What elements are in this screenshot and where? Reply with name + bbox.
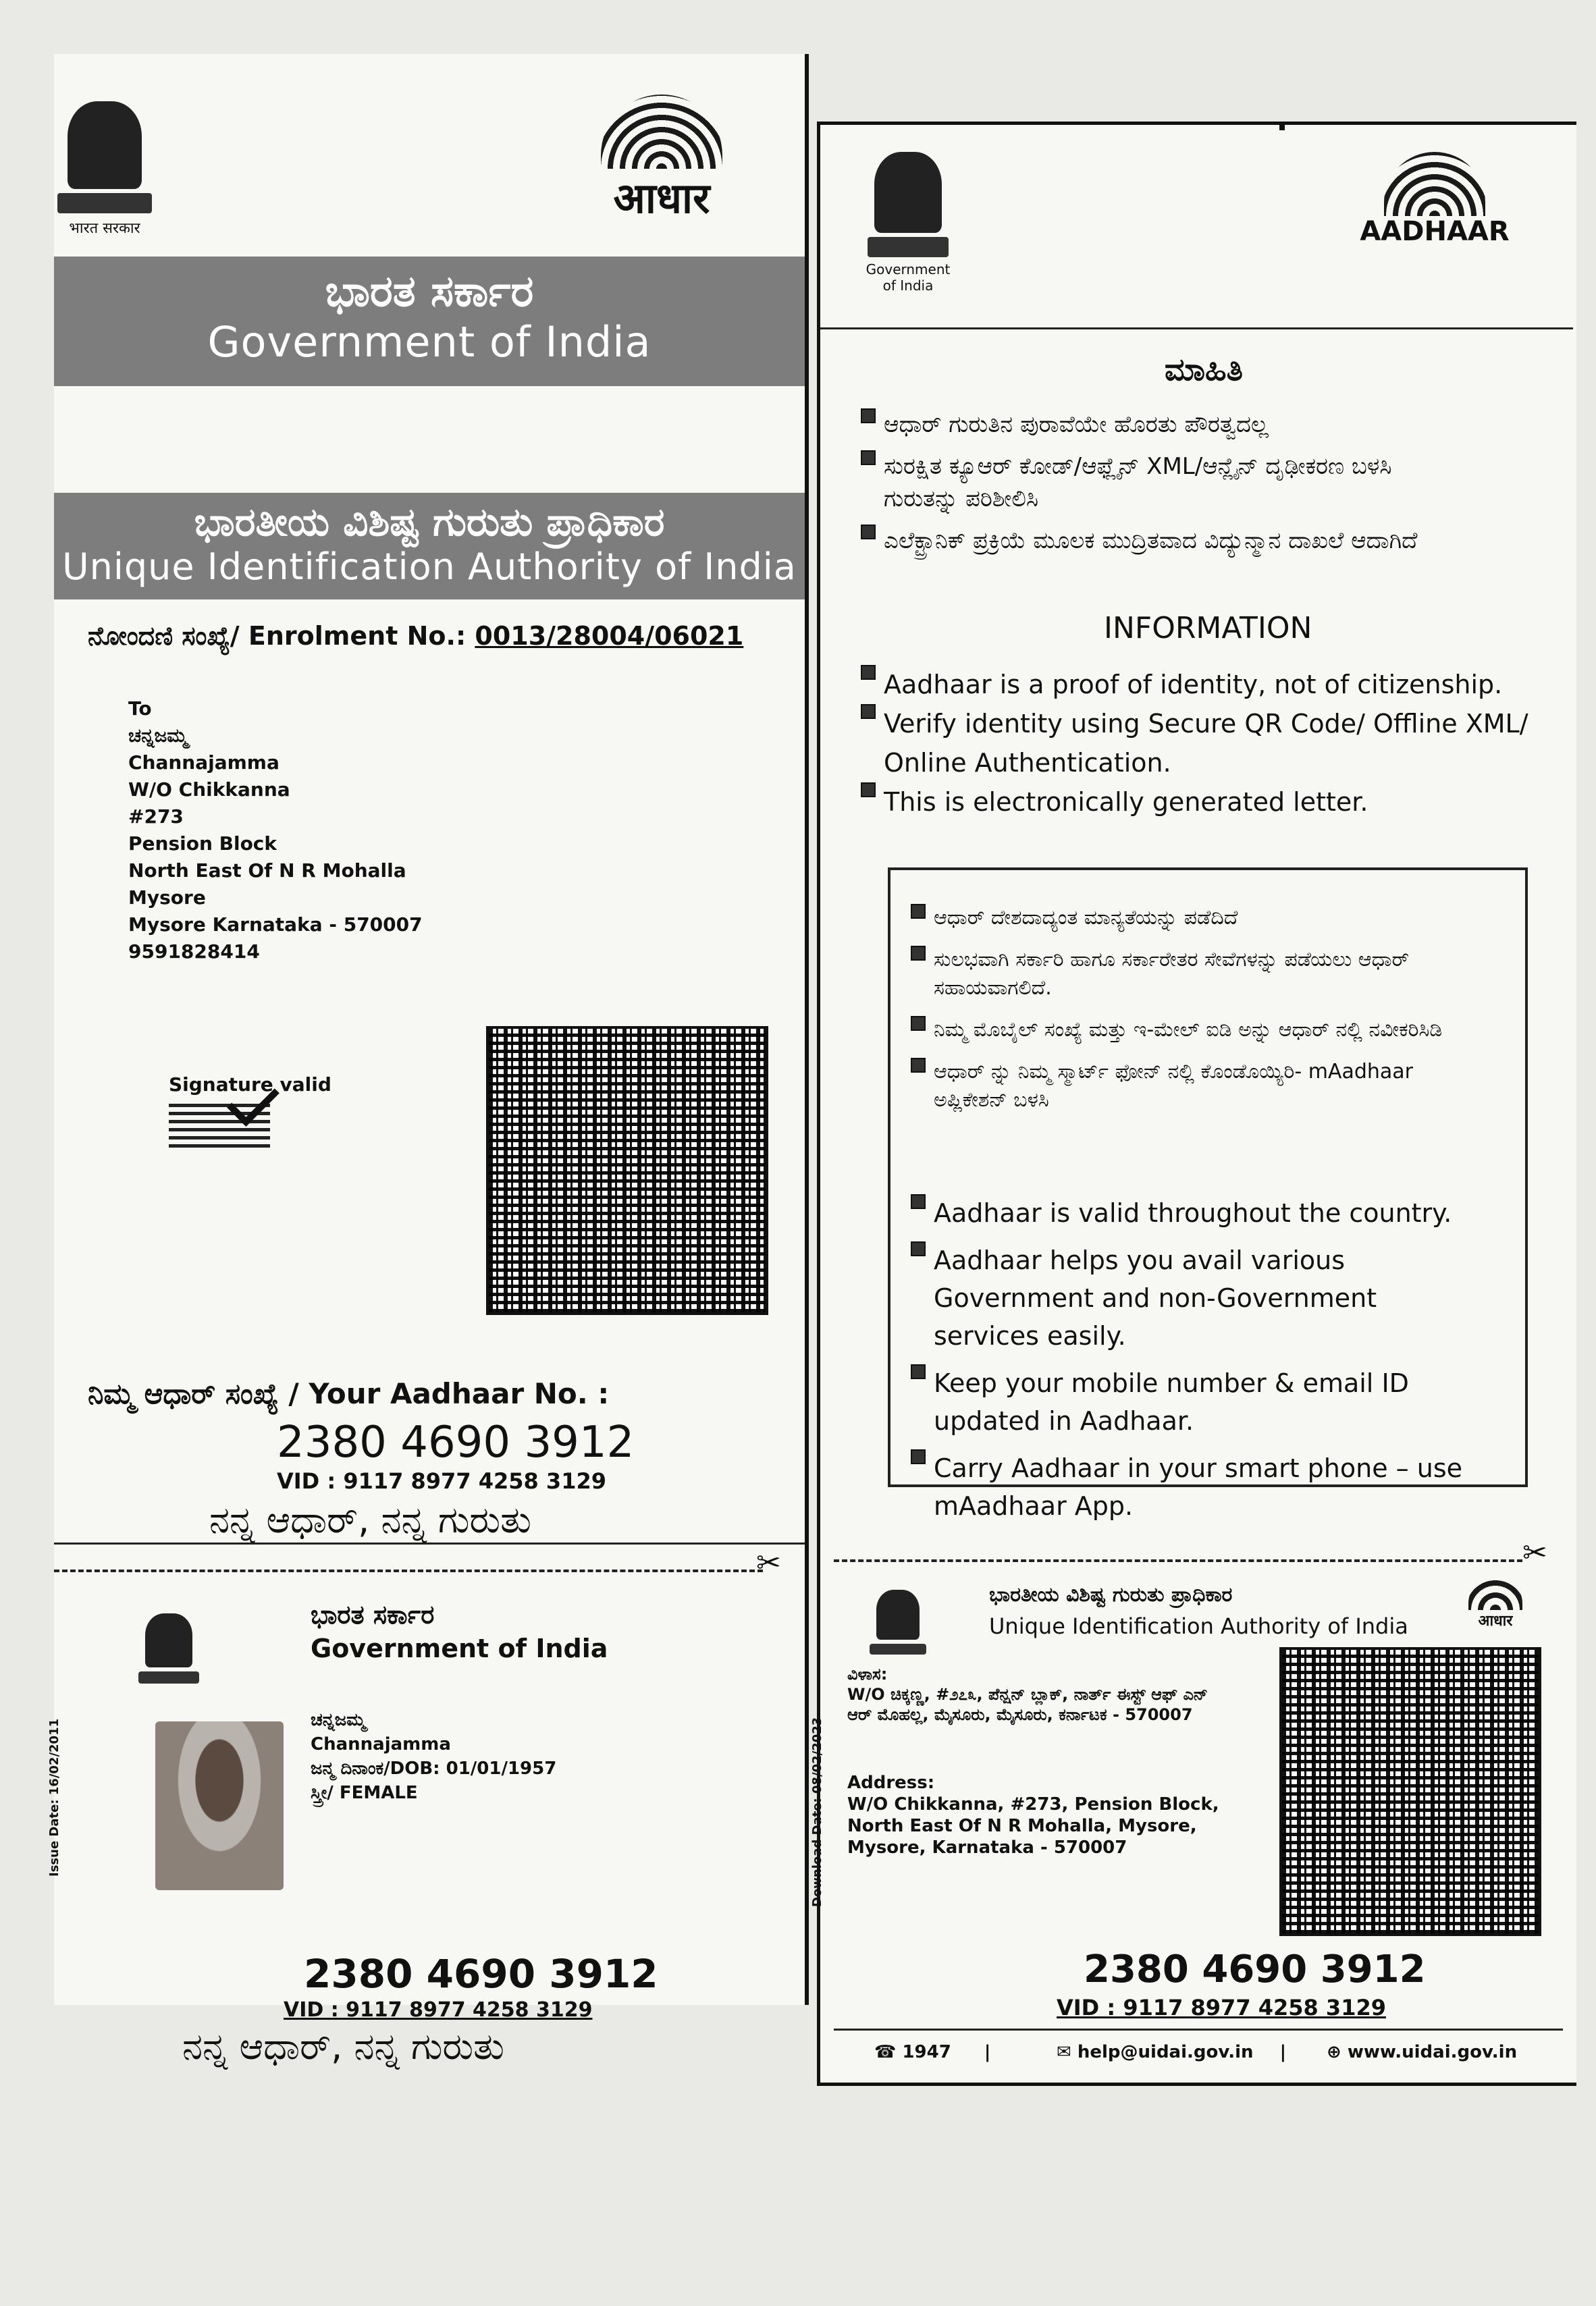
card-aadhaar-logo-icon — [1455, 1576, 1536, 1630]
card-tagline: ನನ್ನ ಆಧಾರ್, ನನ್ನ ಗುರುತು — [182, 2025, 504, 2068]
address-line-3: Mysore — [128, 886, 206, 909]
card-vid: VID : 9117 8977 4258 3129 — [284, 1998, 593, 2022]
emblem-caption: भारत सरकार — [69, 220, 140, 237]
address-kannada-text: W/O ಚಿಕ್ಕಣ್ಣ, #೨೭೩, ಪೆನ್ಷನ್ ಬ್ಲಾಕ್, ನಾರ್ತ್ ಈಸ್ಟ್ ಆಫ್ ಎನ್ ಆರ್ ಮೊಹಲ್ಲ, ಮೈಸೂರು, ಮೈಸೂರು, ಕರ್ನಾಟಕ - 570007 — [847, 1685, 1208, 1724]
footer-email: ✉ help@uidai.gov.in | — [1057, 2042, 1287, 2062]
aadhaar-logo-text: AADHAAR — [1360, 216, 1510, 247]
download-date: Download Date: 08/02/2023 — [810, 1717, 824, 1907]
enrolment-line — [88, 621, 743, 651]
information-title: INFORMATION — [1104, 611, 1312, 645]
signature-label: Signature valid — [169, 1073, 331, 1096]
footer-web — [1327, 2042, 1517, 2062]
national-emblem-icon — [861, 152, 955, 294]
gov-band-english: Government of India — [207, 317, 651, 367]
cut-line — [834, 1559, 1522, 1562]
uidai-band — [54, 493, 805, 599]
holder-photo — [155, 1721, 284, 1890]
aadhaar-logo-icon — [1347, 152, 1522, 247]
card-details — [311, 1708, 556, 1805]
benefit-kannada-item: ನಿಮ್ಮ ಮೊಬೈಲ್ ಸಂಖ್ಯೆ ಮತ್ತು ಇ-ಮೇಲ್ ಐಡಿ ಅನ್ನು ಆಧಾರ್ ನಲ್ಲಿ ನವೀಕರಿಸಿಡಿ — [911, 1016, 1451, 1044]
benefit-item: Aadhaar is valid throughout the country. — [911, 1194, 1464, 1232]
issue-date: Issue Date: 16/02/2011 — [47, 1718, 61, 1877]
card-emblem-icon — [868, 1590, 928, 1655]
divider — [54, 1543, 805, 1545]
scissors-icon: ✂ — [756, 1546, 781, 1580]
card-dob: ಜನ್ಮ ದಿನಾಂಕ/DOB: 01/01/1957 — [311, 1759, 557, 1779]
benefit-item: Carry Aadhaar in your smart phone – use mAadhaar App. — [911, 1449, 1464, 1525]
benefit-item: Aadhaar helps you avail various Government and non-Government services easily. — [911, 1241, 1464, 1355]
gov-band-kannada: ಭಾರತ ಸರ್ಕಾರ — [325, 267, 534, 317]
footer-phone-text: 1947 — [902, 2042, 951, 2062]
info-kannada-list — [861, 408, 1549, 557]
address-name: Channajamma — [128, 751, 280, 774]
info-kannada-item: ಸುರಕ್ಷಿತ ಕ್ಯೂಆರ್ ಕೋಡ್/ಆಫ್ಲೈನ್ XML/ಆನ್ಲೈನ್ ದೃಢೀಕರಣ ಬಳಸಿ ಗುರುತನ್ನು ಪರಿಶೀಲಿಸಿ — [861, 450, 1410, 515]
footer-email-text: help@uidai.gov.in — [1077, 2042, 1254, 2062]
recipient-address — [128, 695, 423, 965]
card-gender: ಸ್ತ್ರೀ/ FEMALE — [311, 1783, 418, 1803]
info-kannada-item: ಎಲೆಕ್ಟ್ರಾನಿಕ್ ಪ್ರಕ್ರಿಯೆ ಮೂಲಕ ಮುದ್ರಿತವಾದ ವಿದ್ಯುನ್ಮಾನ ದಾಖಲೆ ಆದಾಗಿದೆ — [861, 525, 1437, 557]
benefit-kannada-item: ಸುಲಭವಾಗಿ ಸರ್ಕಾರಿ ಹಾಗೂ ಸರ್ಕಾರೇತರ ಸೇವೆಗಳನ್ನು ಪಡೆಯಲು ಆಧಾರ್ ಸಹಾಯವಾಗಲಿದೆ. — [911, 946, 1451, 1002]
info-kannada-title: ಮಾಹಿತಿ — [1165, 351, 1243, 387]
card-gov-kannada: ಭಾರತ ಸರ್ಕಾರ — [311, 1600, 435, 1630]
address-relation: W/O Chikkanna — [128, 778, 290, 801]
card-logo-text: आधार — [1478, 1613, 1513, 1630]
card-aadhaar-number: 2380 4690 3912 — [304, 1951, 658, 1997]
card-name-kannada: ಚನ್ನಜಮ್ಮ — [311, 1710, 366, 1730]
mail-icon: ✉ — [1057, 2042, 1071, 2062]
benefits-box — [888, 867, 1528, 1521]
emblem-caption: Government of India — [866, 261, 951, 294]
qr-code — [486, 1026, 768, 1315]
card-gov-english: Government of India — [311, 1634, 608, 1663]
header-divider — [820, 327, 1573, 329]
address-label: Address: — [847, 1773, 935, 1793]
vid-number: VID : 9117 8977 4258 3129 — [277, 1468, 606, 1494]
government-band — [54, 257, 805, 386]
address-text: W/O Chikkanna, #273, Pension Block, North East Of N R Mohalla, Mysore, Mysore, Karnataka - 570007 — [847, 1794, 1219, 1858]
enrolment-label: ನೋಂದಣಿ ಸಂಖ್ಯೆ/ Enrolment No.: — [88, 621, 467, 651]
benefit-item: Keep your mobile number & email ID updated in Aadhaar. — [911, 1364, 1464, 1440]
national-emblem-icon — [54, 101, 155, 238]
card-aadhaar-number: 2380 4690 3912 — [1084, 1948, 1426, 1991]
aadhaar-number-label: ನಿಮ್ಮ ಆಧಾರ್ ಸಂಖ್ಯೆ / Your Aadhaar No. : — [88, 1377, 610, 1410]
address-house: #273 — [128, 805, 184, 828]
benefit-kannada-item: ಆಧಾರ್ ದೇಶದಾದ್ಯಂತ ಮಾನ್ಯತೆಯನ್ನು ಪಡೆದಿದೆ — [911, 904, 1451, 932]
footer-web-text: www.uidai.gov.in — [1347, 2042, 1518, 2062]
card-uidai-english: Unique Identification Authority of India — [989, 1613, 1408, 1639]
digital-signature — [169, 1073, 344, 1175]
address-line-1: Pension Block — [128, 832, 277, 855]
uidai-band-english: Unique Identification Authority of India — [62, 545, 797, 588]
aadhaar-letter-left — [47, 54, 809, 2068]
aadhaar-letter-right — [810, 122, 1576, 2086]
globe-icon: ⊕ — [1327, 2042, 1341, 2062]
uidai-band-kannada: ಭಾರತೀಯ ವಿಶಿಷ್ಟ ಗುರುತು ಪ್ರಾಧಿಕಾರ — [194, 499, 665, 545]
enrolment-number: 0013/28004/06021 — [475, 621, 744, 651]
scissors-icon: ✂ — [1522, 1536, 1547, 1570]
address-phone: 9591828414 — [128, 940, 260, 963]
address-line-2: North East Of N R Mohalla — [128, 859, 406, 882]
footer-divider — [834, 2029, 1563, 2031]
information-list — [861, 665, 1549, 822]
qr-code-unused — [1279, 125, 1285, 130]
aadhaar-logo-icon — [554, 95, 770, 225]
benefits-kannada-list — [911, 904, 1451, 1115]
card-emblem-icon — [135, 1613, 203, 1684]
address-kannada-label: ವಿಳಾಸ: — [847, 1665, 888, 1684]
card-uidai-kannada: ಭಾರತೀಯ ವಿಶಿಷ್ಟ ಗುರುತು ಪ್ರಾಧಿಕಾರ — [989, 1583, 1233, 1607]
card-vid: VID : 9117 8977 4258 3129 — [1057, 1995, 1386, 2020]
footer-phone: ☎ 1947 | — [874, 2042, 991, 2062]
card-address-kannada — [847, 1664, 1225, 1725]
benefit-kannada-item: ಆಧಾರ್ ನ್ನು ನಿಮ್ಮ ಸ್ಮಾರ್ಟ್ ಫೋನ್ ನಲ್ಲಿ ಕೊಂಡೊಯ್ಯಿರಿ- mAadhaar ಅಪ್ಲಿಕೇಶನ್ ಬಳಸಿ — [911, 1058, 1451, 1115]
aadhaar-logo-text: आधार — [613, 173, 710, 223]
tagline: ನನ್ನ ಆಧಾರ್, ನನ್ನ ಗುರುತು — [209, 1499, 531, 1541]
card-name: Channajamma — [311, 1734, 451, 1754]
address-to: To — [128, 697, 152, 720]
address-line-4: Mysore Karnataka - 570007 — [128, 913, 423, 936]
info-kannada-item: ಆಧಾರ್ ಗುರುತಿನ ಪುರಾವೆಯೇ ಹೊರತು ಪೌರತ್ವದಲ್ಲ — [861, 408, 1549, 441]
aadhaar-number: 2380 4690 3912 — [277, 1418, 635, 1468]
phone-icon: ☎ — [874, 2042, 897, 2062]
benefits-english-list — [911, 1194, 1464, 1525]
address-name-kannada: ಚನ್ನಜಮ್ಮ — [128, 724, 188, 747]
information-item: This is electronically generated letter. — [861, 782, 1549, 822]
cut-line — [54, 1570, 763, 1572]
information-item: Verify identity using Secure QR Code/ Offline XML/ Online Authentication. — [861, 704, 1549, 782]
qr-code — [1279, 1647, 1541, 1936]
card-address-english — [847, 1772, 1225, 1858]
information-item: Aadhaar is a proof of identity, not of citizenship. — [861, 665, 1549, 704]
